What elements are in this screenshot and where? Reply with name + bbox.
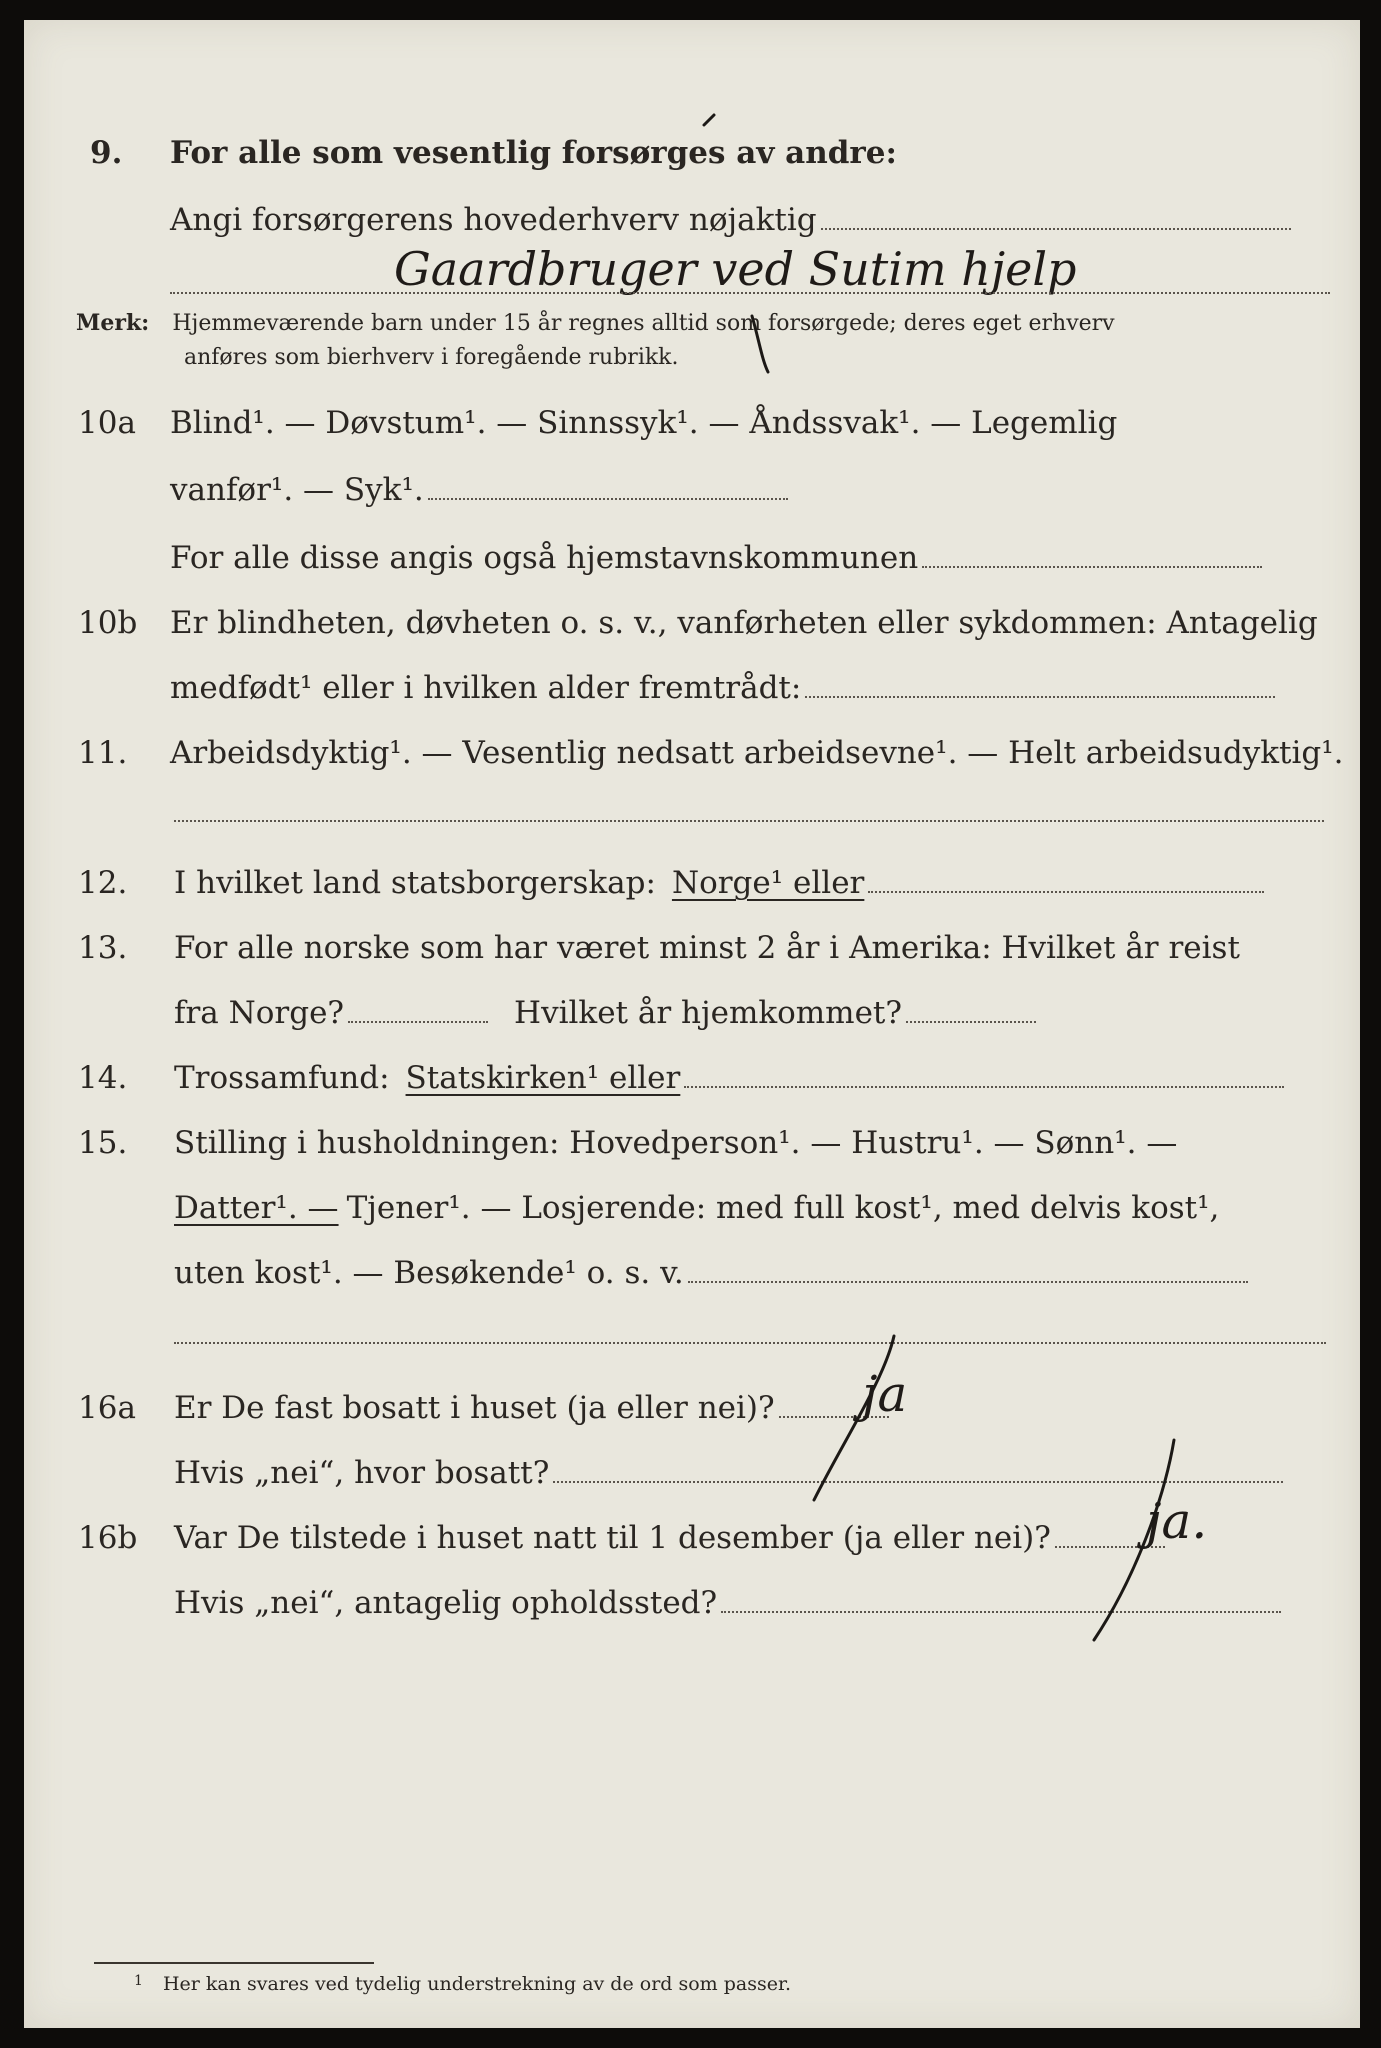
q15-underlined-answer: Datter¹. — (174, 1190, 339, 1226)
q9-handwritten-answer[interactable]: Gaardbruger ved Sutim hjelp (394, 242, 1077, 296)
q9-fill-line (821, 228, 1291, 230)
census-form-page (24, 20, 1360, 2028)
q12-text: I hvilket land statsborgerskap: (174, 865, 656, 901)
merk-text-line1: Hjemmeværende barn under 15 år regnes alltid som forsørgede; deres eget erhverv (172, 311, 1115, 336)
q9-text-line2: Angi forsørgerens hovederhverv nøjaktig (170, 202, 817, 238)
q16a-line1 (78, 1390, 889, 1426)
q11-fill-line (174, 820, 1324, 822)
ink-mark (704, 115, 714, 125)
q16a-handwritten-answer[interactable]: ja (862, 1365, 908, 1423)
q15-fill-line (688, 1281, 1248, 1283)
q10a-fill-line1 (428, 498, 788, 500)
q10b-number: 10b (78, 605, 138, 641)
q16b-line2 (174, 1585, 1281, 1621)
q14-line (78, 1060, 1284, 1096)
q10a-text-line1: Blind¹. — Døvstum¹. — Sinnssyk¹. — Åndssvak¹. — Legemlig (170, 405, 1118, 441)
q14-underlined-answer: Statskirken¹ eller (405, 1060, 681, 1096)
q15-number: 15. (78, 1125, 128, 1161)
q15-text-line1: Stilling i husholdningen: Hovedperson¹. — Hustru¹. — Sønn¹. — (174, 1125, 1178, 1161)
q9-number: 9. (90, 135, 123, 171)
q10b-line2 (170, 670, 1275, 706)
q10a-text-line2: vanfør¹. — Syk¹. (170, 472, 424, 508)
q10a-number: 10a (78, 405, 136, 441)
q15-line3 (174, 1255, 1248, 1291)
q14-fill-line (684, 1086, 1284, 1088)
q16b-line1 (78, 1520, 1165, 1556)
q9-answer-line (170, 292, 1330, 294)
q16b-text-line1: Var De tilstede i huset natt til 1 desember (ja eller nei)? (174, 1520, 1051, 1556)
q16a-text-line2: Hvis „nei“, hvor bosatt? (174, 1455, 550, 1491)
footnote (134, 1973, 791, 1995)
q16a-line2 (174, 1455, 1283, 1491)
q12-number: 12. (78, 865, 128, 901)
q16a-fill-line2 (553, 1481, 1283, 1483)
q13-text-line2a: fra Norge? (174, 995, 345, 1031)
q15-line2 (174, 1190, 1219, 1226)
q10a-line1 (78, 405, 1117, 441)
q16b-text-line2: Hvis „nei“, antagelig opholdssted? (174, 1585, 718, 1621)
footnote-text: Her kan svares ved tydelig understrekning av de ord som passer. (162, 1973, 791, 1995)
q10a-fill-line2 (922, 566, 1262, 568)
q13-fill-line2 (906, 1021, 1036, 1023)
q16a-number: 16a (78, 1390, 136, 1426)
q13-text-line1: For alle norske som har været minst 2 år i Amerika: Hvilket år reist (174, 930, 1240, 966)
q13-line1 (78, 930, 1240, 966)
q13-number: 13. (78, 930, 128, 966)
merk-line1 (76, 310, 1115, 336)
q9-line2 (170, 202, 1291, 238)
merk-label: Merk: (76, 310, 150, 336)
q15-text-line3: uten kost¹. — Besøkende¹ o. s. v. (174, 1255, 684, 1291)
q10b-text-line1: Er blindheten, døvheten o. s. v., vanførheten eller sykdommen: Antagelig (170, 605, 1318, 641)
q10b-fill-line (805, 696, 1275, 698)
q15-text-line2: Tjener¹. — Losjerende: med full kost¹, med delvis kost¹, (346, 1190, 1220, 1226)
merk-text-line2: anføres som bierhverv i foregående rubrikk. (184, 345, 679, 370)
q15-extra-line (174, 1342, 1326, 1344)
q15-line1 (78, 1125, 1177, 1161)
q12-line (78, 865, 1264, 901)
q10b-text-line2: medfødt¹ eller i hvilken alder fremtrådt: (170, 670, 802, 706)
q13-fill-line1 (348, 1021, 488, 1023)
q16b-fill-line2 (721, 1611, 1281, 1613)
q13-text-line2b: Hvilket år hjemkommet? (514, 995, 903, 1031)
q9-text-line1: For alle som vesentlig forsørges av andre: (170, 135, 897, 171)
q9-line1 (90, 135, 897, 171)
q12-underlined-answer: Norge¹ eller (671, 865, 865, 901)
q10b-line1 (78, 605, 1318, 641)
q14-number: 14. (78, 1060, 128, 1096)
q10a-line2 (170, 472, 788, 508)
q10a-text-line3: For alle disse angis også hjemstavnskommunen (170, 540, 919, 576)
q16b-number: 16b (78, 1520, 138, 1556)
q10a-line3 (170, 540, 1262, 576)
q11-number: 11. (78, 735, 128, 771)
footnote-rule (94, 1962, 374, 1964)
q12-fill-line (868, 891, 1264, 893)
q16a-text-line1: Er De fast bosatt i huset (ja eller nei)? (174, 1390, 775, 1426)
q14-text: Trossamfund: (174, 1060, 390, 1096)
q16b-handwritten-answer[interactable]: ja. (1146, 1492, 1208, 1550)
q13-line2 (174, 995, 1036, 1031)
q11-line1 (78, 735, 1344, 771)
footnote-mark: 1 (134, 1973, 143, 1989)
q11-text-line1: Arbeidsdyktig¹. — Vesentlig nedsatt arbeidsevne¹. — Helt arbeidsudyktig¹. (170, 735, 1344, 771)
